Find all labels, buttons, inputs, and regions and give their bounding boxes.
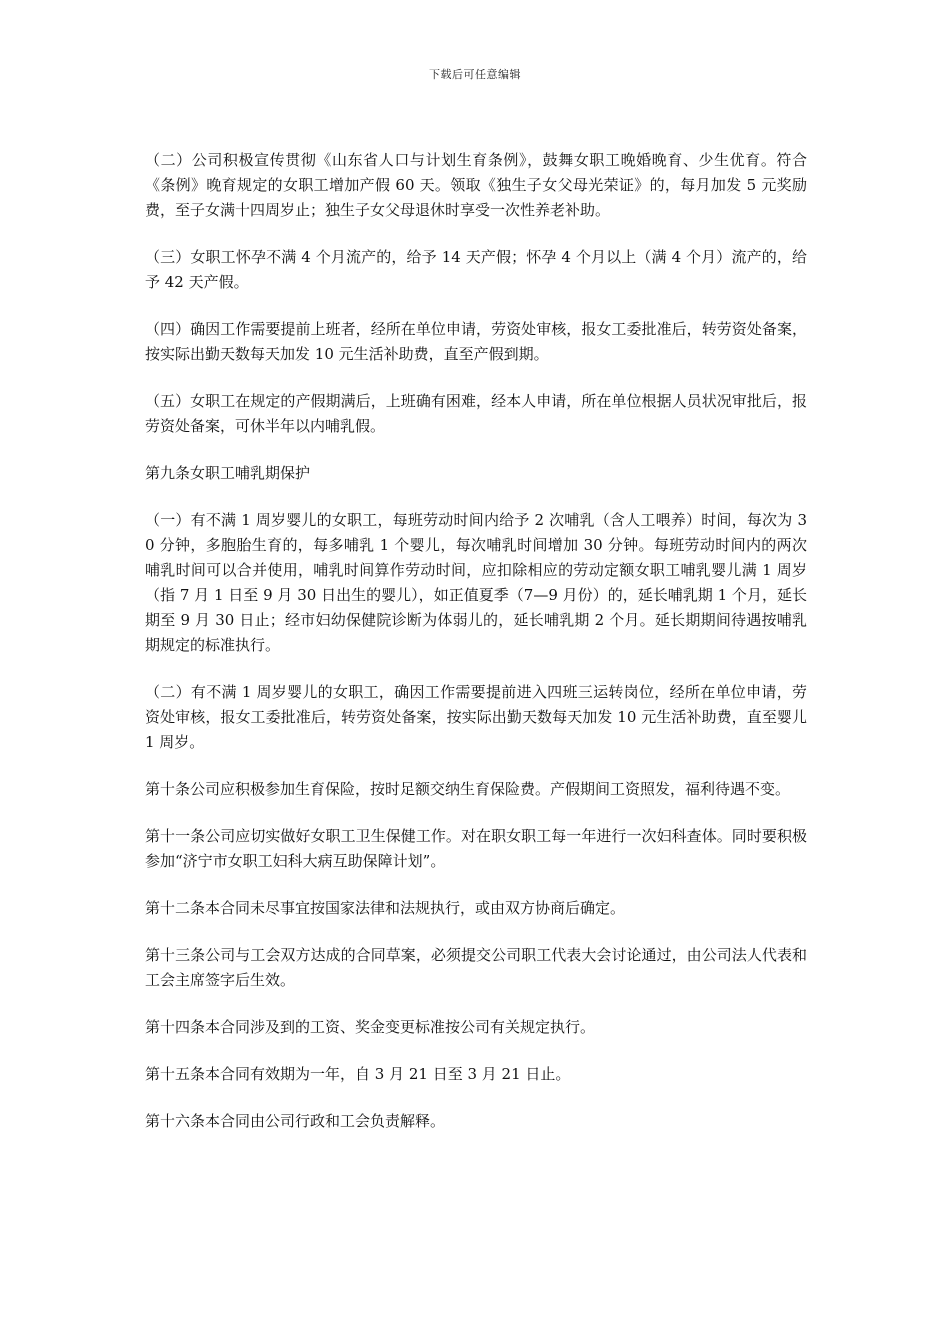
paragraph-clause-9-2: （二）有不满 1 周岁婴儿的女职工，确因工作需要提前进入四班三运转岗位，经所在单位申请，劳资处审核，报女工委批准后，转劳资处备案，按实际出勤天数每天加发 10 元生活补助费，直至婴儿 1 周岁。: [145, 683, 807, 751]
article-15: 第十五条本合同有效期为一年，自 3 月 21 日至 3 月 21 日止。: [145, 1065, 571, 1083]
paragraph-clause-9-1: （一）有不满 1 周岁婴儿的女职工，每班劳动时间内给予 2 次哺乳（含人工喂养）时间，每次为 30 分钟，多胞胎生育的，每多哺乳 1 个婴儿，每次哺乳时间增加 30 分钟。每班劳动时间内的两次哺乳时间可以合并使用，哺乳时间算作劳动时间，应扣除相应的劳动定额女职工哺乳婴儿满 1 周岁（指 7 月 1 日至 9 月 30 日出生的婴儿），如正值夏季（7—9 月份）的，延长哺乳期 1 个月，延长期至 9 月 30 日止；经市妇幼保健院诊断为体弱儿的，延长哺乳期 2 个月。延长期期间待遇按哺乳期规定的标准执行。: [145, 511, 807, 654]
paragraph-clause-8-4: （四）确因工作需要提前上班者，经所在单位申请，劳资处审核，报女工委批准后，转劳资处备案，按实际出勤天数每天加发 10 元生活补助费，直至产假到期。: [145, 320, 807, 363]
article-10: 第十条公司应积极参加生育保险，按时足额交纳生育保险费。产假期间工资照发，福利待遇不变。: [145, 780, 791, 798]
paragraph-clause-8-2: （二）公司积极宣传贯彻《山东省人口与计划生育条例》，鼓舞女职工晚婚晚育、少生优育。符合《条例》晚育规定的女职工增加产假 60 天。领取《独生子女父母光荣证》的，每月加发 5 元奖励费，至子女满十四周岁止；独生子女父母退休时享受一次性养老补助。: [145, 151, 807, 219]
paragraph-clause-8-3: （三）女职工怀孕不满 4 个月流产的，给予 14 天产假；怀孕 4 个月以上（满 4 个月）流产的，给予 42 天产假。: [145, 248, 807, 291]
article-9-heading: 第九条女职工哺乳期保护: [145, 464, 311, 482]
article-12: 第十二条本合同未尽事宜按国家法律和法规执行，或由双方协商后确定。: [145, 899, 626, 917]
article-14: 第十四条本合同涉及到的工资、奖金变更标准按公司有关规定执行。: [145, 1018, 596, 1036]
article-16: 第十六条本合同由公司行政和工会负责解释。: [145, 1112, 446, 1130]
article-13: 第十三条公司与工会双方达成的合同草案，必须提交公司职工代表大会讨论通过，由公司法人代表和工会主席签字后生效。: [145, 946, 807, 989]
paragraph-clause-8-5: （五）女职工在规定的产假期满后，上班确有困难，经本人申请，所在单位根据人员状况审批后，报劳资处备案，可休半年以内哺乳假。: [145, 392, 807, 435]
article-11: 第十一条公司应切实做好女职工卫生保健工作。对在职女职工每一年进行一次妇科查体。同时要积极参加“济宁市女职工妇科大病互助保障计划”。: [145, 827, 807, 870]
page-header: 下载后可任意编辑: [429, 68, 521, 81]
document-body: [145, 148, 807, 1156]
